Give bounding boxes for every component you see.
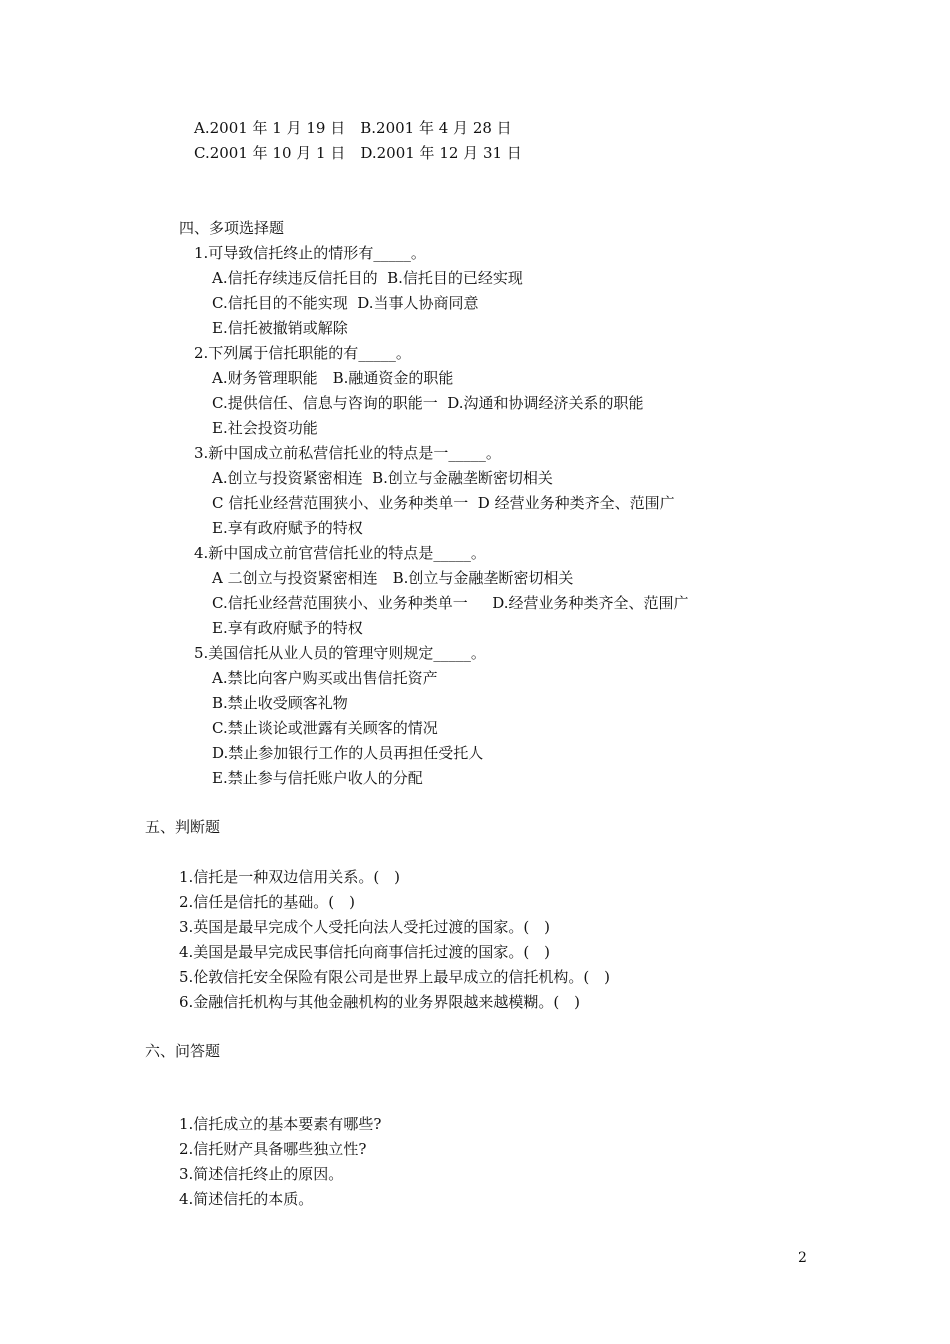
question-option: E.禁止参与信托账户收人的分配	[212, 769, 423, 787]
question-stem: 1.可导致信托终止的情形有_____。	[194, 244, 426, 262]
question-option: A 二创立与投资紧密相连 B.创立与金融垄断密切相关	[212, 569, 574, 587]
question-stem: 2.下列属于信托职能的有_____。	[194, 344, 411, 362]
question-option: E.信托被撤销或解除	[212, 319, 348, 337]
option-line: C.2001 年 10 月 1 日 D.2001 年 12 月 31 日	[194, 144, 522, 162]
section-title-multiple-choice: 四、多项选择题	[179, 219, 285, 237]
question-option: A.财务管理职能 B.融通资金的职能	[212, 369, 454, 387]
question-option: A.禁比向客户购买或出售信托资产	[212, 669, 438, 687]
question-option: A.创立与投资紧密相连 B.创立与金融垄断密切相关	[212, 469, 553, 487]
question-stem: 4.新中国成立前官营信托业的特点是_____。	[194, 544, 486, 562]
judgment-item: 3.英国是最早完成个人受托向法人受托过渡的国家。( )	[179, 918, 551, 936]
section-title-short-answer: 六、问答题	[145, 1042, 221, 1060]
question-option: C.信托目的不能实现 D.当事人协商同意	[212, 294, 479, 312]
judgment-item: 5.伦敦信托安全保险有限公司是世界上最早成立的信托机构。( )	[179, 968, 611, 986]
question-option: C.提供信任、信息与咨询的职能一 D.沟通和协调经济关系的职能	[212, 394, 644, 412]
essay-question: 3.简述信托终止的原因。	[179, 1165, 344, 1183]
question-option: E.享有政府赋予的特权	[212, 619, 363, 637]
question-option: C 信托业经营范围狭小、业务种类单一 D 经营业务种类齐全、范围广	[212, 494, 675, 512]
question-option: B.禁止收受顾客礼物	[212, 694, 348, 712]
option-line: A.2001 年 1 月 19 日 B.2001 年 4 月 28 日	[194, 119, 512, 137]
judgment-item: 2.信任是信托的基础。( )	[179, 893, 356, 911]
question-option: C.信托业经营范围狭小、业务种类单一 D.经营业务种类齐全、范围广	[212, 594, 689, 612]
question-option: E.社会投资功能	[212, 419, 318, 437]
question-option: A.信托存续违反信托目的 B.信托目的已经实现	[212, 269, 523, 287]
question-stem: 5.美国信托从业人员的管理守则规定_____。	[194, 644, 486, 662]
page-number: 2	[798, 1250, 807, 1266]
essay-question: 1.信托成立的基本要素有哪些?	[179, 1115, 382, 1133]
section-title-true-false: 五、判断题	[145, 818, 221, 836]
judgment-item: 1.信托是一种双边信用关系。( )	[179, 868, 401, 886]
question-stem: 3.新中国成立前私营信托业的特点是一_____。	[194, 444, 501, 462]
question-option: C.禁止谈论或泄露有关顾客的情况	[212, 719, 438, 737]
judgment-item: 6.金融信托机构与其他金融机构的业务界限越来越模糊。( )	[179, 993, 581, 1011]
judgment-item: 4.美国是最早完成民事信托向商事信托过渡的国家。( )	[179, 943, 551, 961]
question-option: E.享有政府赋予的特权	[212, 519, 363, 537]
essay-question: 2.信托财产具备哪些独立性?	[179, 1140, 367, 1158]
essay-question: 4.简述信托的本质。	[179, 1190, 314, 1208]
question-option: D.禁止参加银行工作的人员再担任受托人	[212, 744, 484, 762]
